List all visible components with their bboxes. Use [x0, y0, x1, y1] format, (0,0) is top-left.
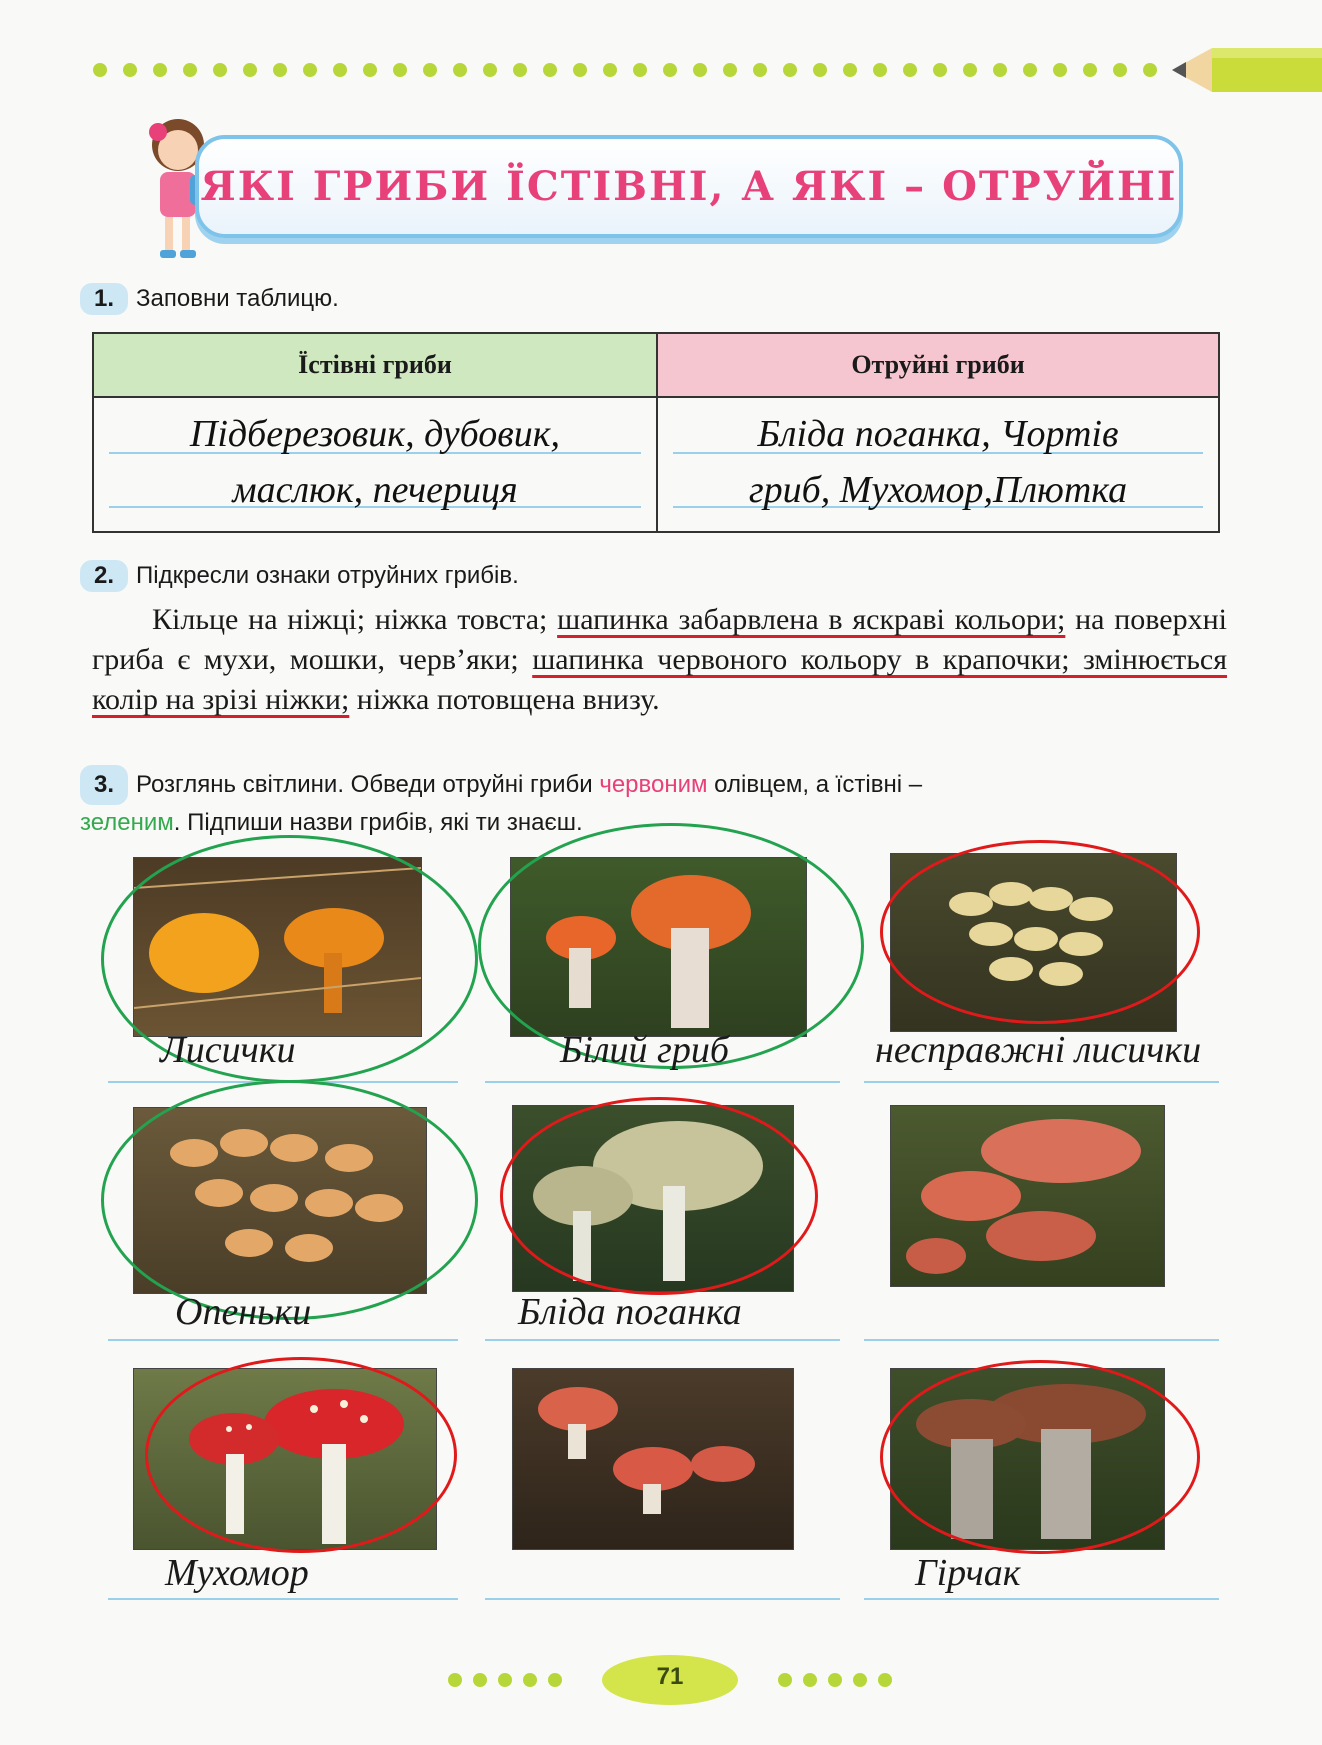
page-title-banner: [195, 135, 1183, 238]
task-text: Заповни таблицю.: [136, 285, 339, 312]
pencil-icon: [1172, 40, 1322, 100]
green-word: зеленим: [80, 809, 174, 836]
caption-3: несправжні лисички: [875, 1029, 1202, 1071]
task-text: Підкресли ознаки отруйних грибів.: [136, 562, 519, 589]
task-text: олівцем, а їстівні –: [707, 771, 923, 798]
task-number: 3.: [80, 765, 128, 805]
page-title: ЯКІ ГРИБИ ЇСТІВНІ, А ЯКІ – ОТРУЙНІ: [200, 163, 1178, 210]
sign-text: Кільце на ніжці; ніжка товста;: [152, 603, 558, 636]
task-number: 1.: [80, 283, 128, 315]
caption-2: Білий гриб: [560, 1029, 729, 1071]
red-circle-7: [145, 1357, 457, 1553]
task-text: Розглянь світлини. Обведи отруйні гриби: [136, 771, 600, 798]
green-circle-4: [101, 1080, 478, 1320]
task-text: . Підпиши назви грибів, які ти знаєш.: [173, 809, 583, 836]
page-number: 71: [656, 1663, 684, 1690]
sign-text: на поверхні гриба є мухи, мошки, черв’яки;: [92, 603, 1227, 676]
edible-answer-line-1: Підберезовик, дубовик,: [189, 413, 561, 455]
task-number: 2.: [80, 560, 128, 592]
brown-russula-image: [513, 1369, 793, 1549]
mushroom-table: [92, 332, 1220, 533]
top-dotted-line: [90, 60, 1180, 80]
task-2-heading: [80, 560, 519, 592]
underlined-sign-1: шапинка забарвлена в яскраві кольори;: [557, 603, 1066, 636]
mushroom-photo-6[interactable]: [890, 1105, 1165, 1287]
mushroom-photo-8[interactable]: [512, 1368, 794, 1550]
red-circle-5: [500, 1097, 818, 1295]
edible-answer-line-2: маслюк, печериця: [232, 469, 518, 511]
edible-header: Їстівні гриби: [93, 333, 657, 397]
caption-9: Гірчак: [915, 1552, 1021, 1594]
poisonous-cell[interactable]: [657, 397, 1219, 532]
edible-cell[interactable]: [93, 397, 657, 532]
poisonous-header: Отруйні гриби: [657, 333, 1219, 397]
caption-1: Лисички: [160, 1029, 296, 1071]
caption-4: Опеньки: [175, 1291, 312, 1333]
poison-signs-paragraph[interactable]: [92, 600, 1227, 720]
poisonous-answer-line-2: гриб, Мухомор,Плютка: [748, 469, 1128, 511]
red-circle-9: [880, 1360, 1200, 1554]
task-1-heading: [80, 283, 339, 315]
russula-image: [891, 1106, 1164, 1286]
caption-5: Бліда поганка: [518, 1291, 742, 1333]
poisonous-answer-line-1: Бліда поганка, Чортів: [757, 413, 1119, 455]
caption-7: Мухомор: [165, 1552, 309, 1594]
red-circle-3: [880, 840, 1200, 1024]
red-word: червоним: [599, 771, 708, 798]
underlined-sign-2: шапинка червоного кольору в крапочки; змінюється колір на зрізі ніжки;: [92, 643, 1228, 716]
sign-text: ніжка потовщена внизу.: [349, 683, 660, 716]
